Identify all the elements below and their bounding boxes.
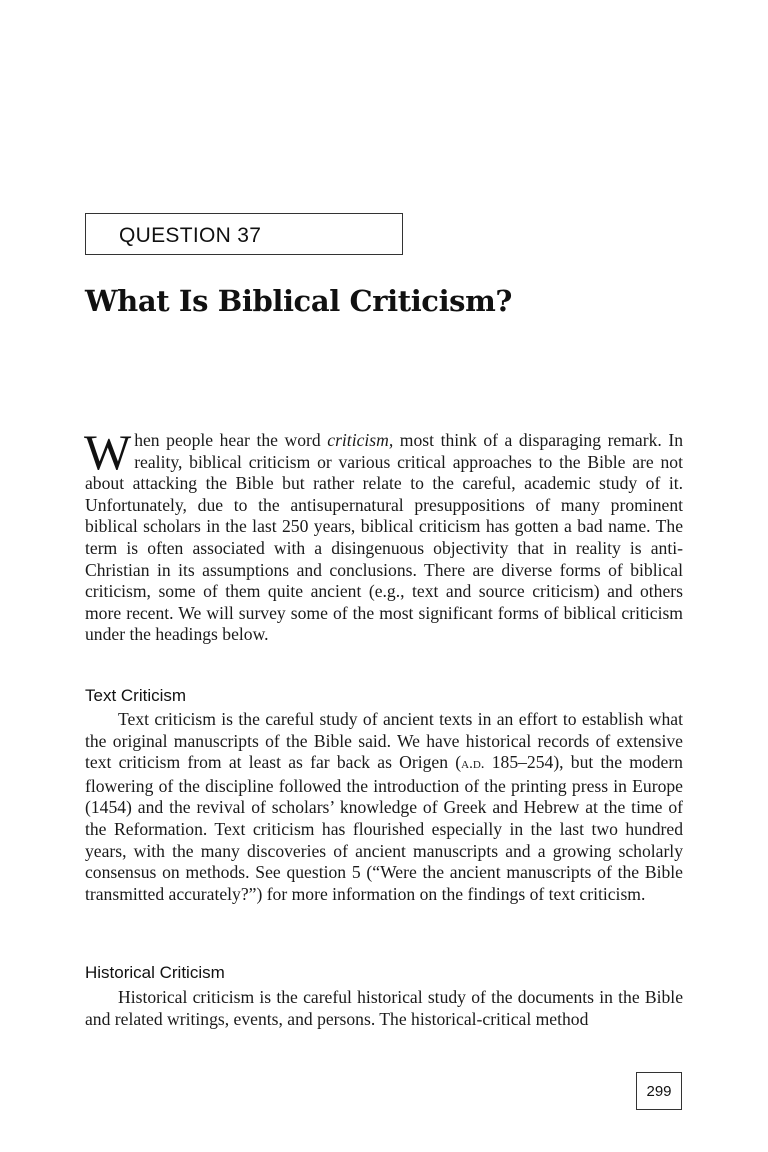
section-heading-historical-criticism: Historical Criticism bbox=[85, 963, 225, 982]
question-label: QUESTION 37 bbox=[119, 224, 262, 247]
section-paragraph-text-criticism bbox=[85, 709, 683, 905]
page-number: 299 bbox=[646, 1083, 672, 1100]
section-heading-text-criticism: Text Criticism bbox=[85, 686, 187, 705]
drop-cap: W bbox=[84, 424, 132, 480]
intro-paragraph bbox=[84, 424, 684, 646]
chapter-title: What Is Biblical Criticism? bbox=[85, 284, 512, 318]
section-paragraph-historical-criticism bbox=[85, 987, 683, 1030]
page-number-box bbox=[636, 1072, 682, 1110]
era-abbreviation: a.d. bbox=[461, 756, 485, 773]
intro-text-rest: most think of a disparaging remark. In reality, biblical criticism or various critical approaches to the Bible are not about attacking the Bible but rather relate to the careful, academic study of it. Unfortunately, due to the antisupernatural presuppositions of many prominent biblical scholars in the last 250 years, biblical criticism has gotten a bad name. The term is often associated with a disingenuous objectivity that in reality is anti-Christian in its assumptions and conclusions. There are diverse forms of biblical criticism, some of them quite ancient (e.g., text and source criticism) and others more recent. We will survey some of the most significant forms of biblical criticism under the headings below. bbox=[85, 430, 684, 645]
section-text-rest: 185–254), but the modern flowering of the discipline followed the introduction of the printing press in Europe (1454) and the revival of scholars’ knowledge of Greek and Hebrew at the time of the Reformation. Text criticism has flourished especially in the last two hundred years, with the many discoveries of ancient manuscripts and a growing scholarly consensus on methods. See question 5 (“Were the ancient manuscripts of the Bible transmitted accurately?”) for more information on the findings of text criticism. bbox=[85, 752, 683, 904]
question-label-box bbox=[85, 213, 403, 255]
intro-text-start: hen people hear the word bbox=[134, 430, 328, 450]
intro-emphasis: criticism, bbox=[327, 430, 394, 450]
section-text-start: Historical criticism is the careful historical study of the documents in the Bible and related writings, events, and persons. The historical-critical method bbox=[85, 987, 683, 1029]
section-text-start: Text criticism is the careful study of ancient texts in an effort to establish what the original manuscripts of the Bible said. We have historical records of extensive text criticism from at least as far back as Origen ( bbox=[85, 709, 683, 773]
